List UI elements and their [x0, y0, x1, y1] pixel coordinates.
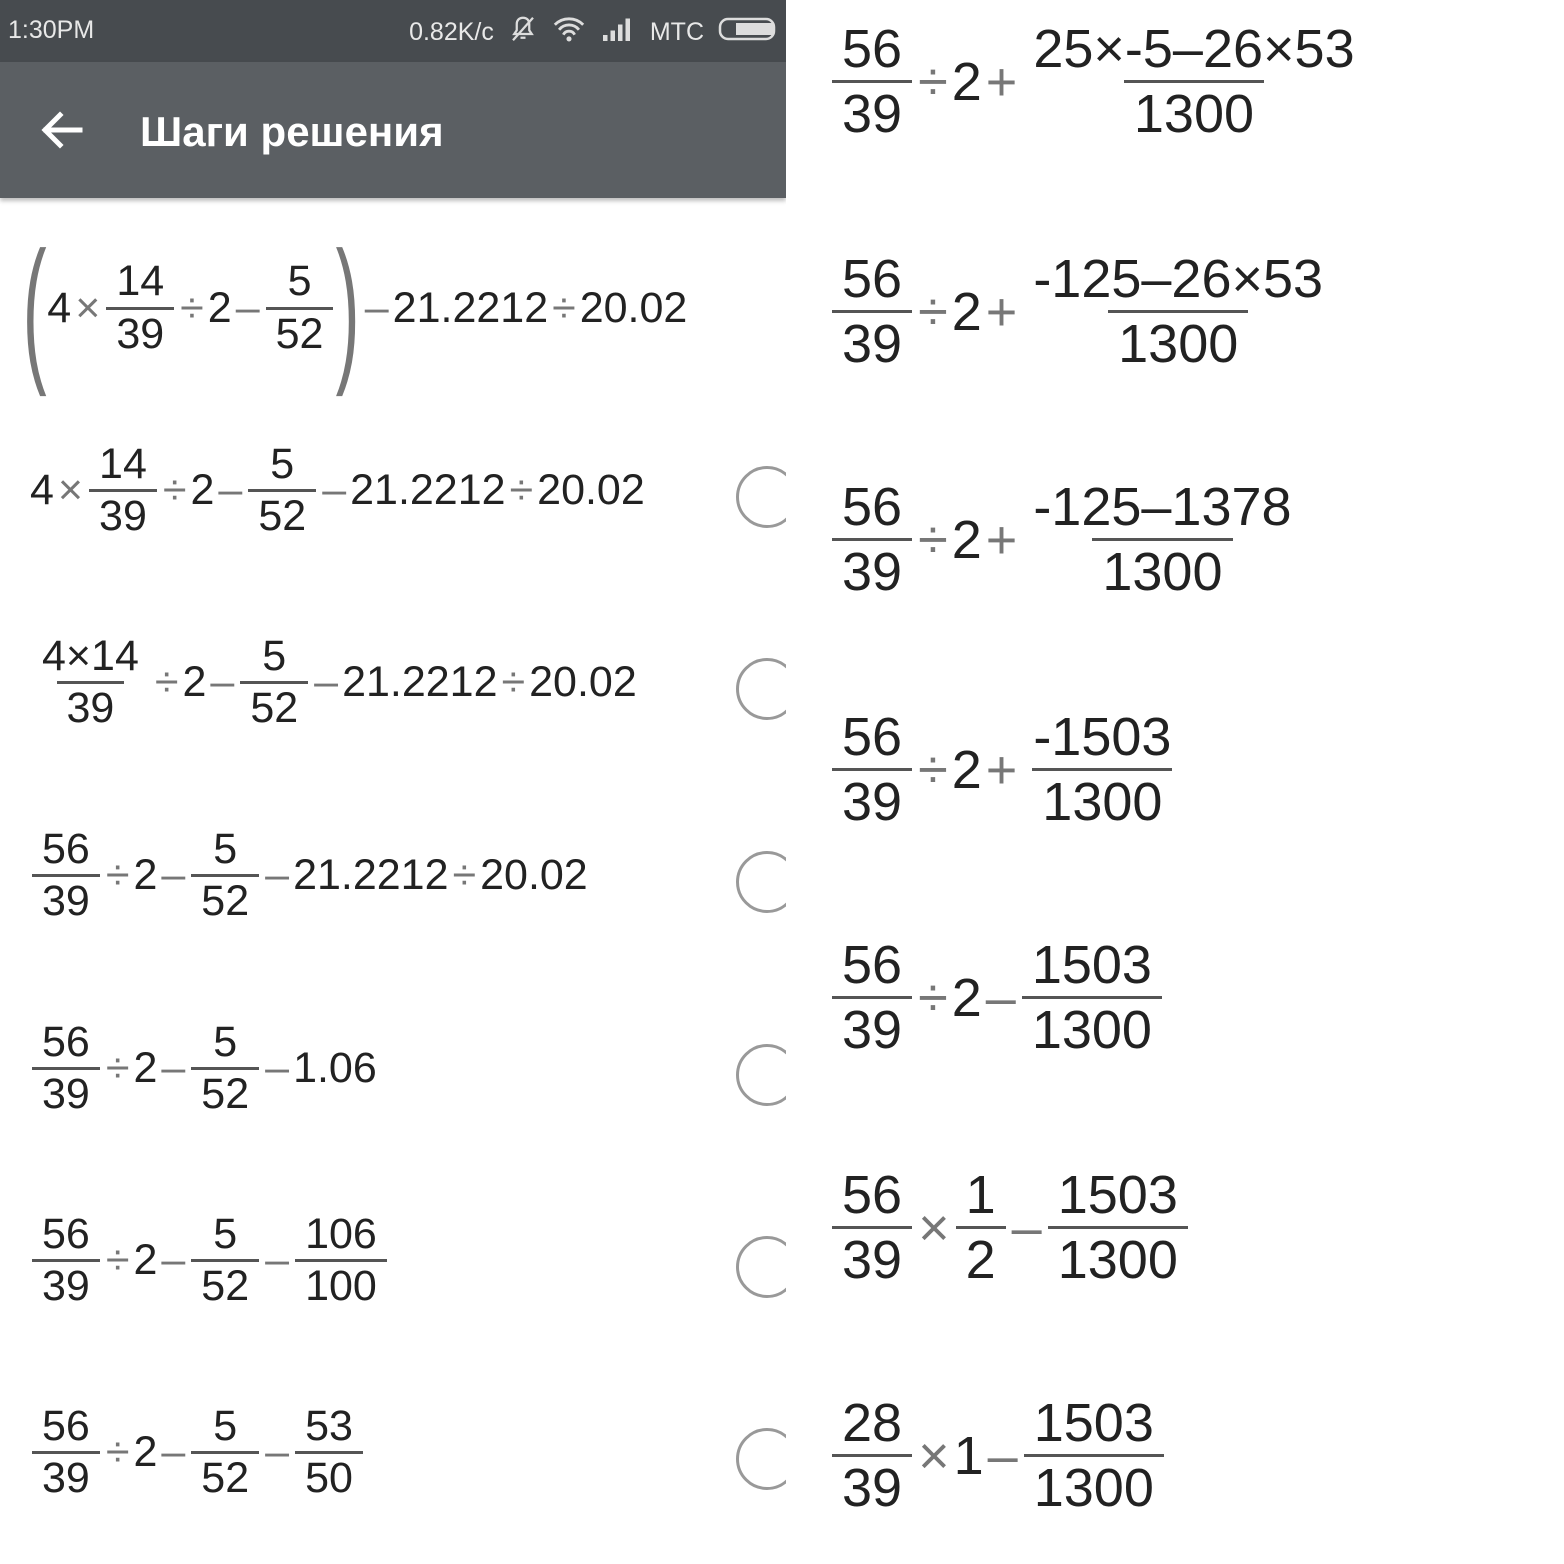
operator: ÷ — [918, 281, 948, 342]
fraction-numerator: 5 — [287, 257, 312, 306]
fraction-denominator: 1300 — [1048, 1226, 1188, 1291]
fraction-numerator: 56 — [842, 935, 903, 995]
operator: ÷ — [105, 1428, 130, 1477]
step-expand-circle[interactable] — [736, 1044, 786, 1106]
fraction — [832, 706, 912, 833]
right-paren: ) — [336, 218, 361, 397]
fraction-denominator: 39 — [89, 489, 157, 541]
term: 20.02 — [480, 851, 588, 900]
fraction — [191, 1402, 259, 1504]
fraction — [191, 1210, 259, 1312]
mute-icon — [508, 14, 538, 51]
status-bar — [0, 0, 786, 62]
fraction-denominator: 1300 — [1022, 996, 1162, 1061]
fraction-numerator: 56 — [42, 1210, 90, 1258]
solution-step[interactable] — [30, 1018, 377, 1120]
fraction-numerator: 5 — [213, 1402, 238, 1450]
solution-step[interactable] — [830, 706, 1183, 833]
term: 2 — [951, 739, 982, 800]
fraction-denominator: 39 — [57, 681, 125, 733]
fraction — [1023, 706, 1181, 833]
fraction-denominator: 39 — [32, 1259, 100, 1311]
fraction-numerator: 106 — [305, 1210, 377, 1258]
operator: – — [210, 658, 235, 707]
fraction — [106, 257, 174, 359]
fraction — [240, 632, 308, 734]
solution-step[interactable] — [830, 248, 1335, 375]
fraction-denominator: 52 — [240, 681, 308, 733]
operator: – — [314, 658, 339, 707]
fraction — [832, 1164, 912, 1291]
fraction-denominator: 39 — [832, 538, 912, 603]
fraction-denominator: 39 — [32, 874, 100, 926]
term: 2 — [190, 466, 215, 515]
fraction — [832, 476, 912, 603]
fraction-denominator: 50 — [295, 1451, 363, 1503]
term: 2 — [133, 851, 158, 900]
step-expand-circle[interactable] — [736, 1236, 786, 1298]
fraction — [832, 248, 912, 375]
solution-step[interactable] — [830, 1164, 1190, 1291]
term: 2 — [182, 658, 207, 707]
term: 2 — [133, 1236, 158, 1285]
operator: × — [918, 1425, 950, 1486]
step-expand-circle[interactable] — [736, 1428, 786, 1490]
fraction — [1048, 1164, 1188, 1291]
solution-step[interactable] — [830, 18, 1367, 145]
solution-step[interactable] — [830, 476, 1304, 603]
operator: – — [161, 1044, 186, 1093]
fraction-numerator: 5 — [270, 440, 295, 488]
fraction-denominator: 100 — [295, 1259, 387, 1311]
operator: ÷ — [105, 851, 130, 900]
operator: – — [265, 851, 290, 900]
operator: ÷ — [918, 739, 948, 800]
operator: + — [985, 281, 1018, 342]
fraction-numerator: 1503 — [1031, 935, 1152, 995]
operator: + — [985, 739, 1018, 800]
solution-step[interactable] — [30, 632, 637, 734]
fraction-denominator: 52 — [266, 307, 334, 359]
fraction — [89, 440, 157, 542]
fraction-denominator: 1300 — [1124, 80, 1264, 145]
fraction — [832, 18, 912, 145]
term: 2 — [133, 1044, 158, 1093]
fraction-numerator: -1503 — [1033, 707, 1172, 767]
term: 21.2212 — [350, 466, 506, 515]
app-bar — [0, 62, 786, 198]
operator: – — [161, 1236, 186, 1285]
fraction-numerator: 53 — [305, 1402, 353, 1450]
solution-step[interactable] — [30, 440, 645, 542]
fraction-numerator: 4×14 — [42, 632, 139, 680]
fraction — [1024, 1392, 1164, 1519]
fraction — [1023, 476, 1301, 603]
fraction — [832, 934, 912, 1061]
solution-step[interactable] — [30, 825, 588, 927]
term: 2 — [207, 283, 232, 332]
fraction-numerator: 56 — [842, 707, 903, 767]
operator: – — [987, 1425, 1018, 1486]
fraction-numerator: 56 — [842, 1165, 903, 1225]
term: 2 — [951, 51, 982, 112]
fraction — [956, 1164, 1006, 1291]
battery-icon — [718, 16, 778, 49]
step-expand-circle[interactable] — [736, 466, 786, 528]
operator: – — [364, 283, 389, 332]
fraction-denominator: 39 — [832, 768, 912, 833]
fraction — [832, 1392, 912, 1519]
fraction-numerator: 25×-5–26×53 — [1033, 19, 1355, 79]
fraction — [191, 1018, 259, 1120]
fraction-numerator: 5 — [262, 632, 287, 680]
fraction-numerator: 56 — [842, 249, 903, 309]
fraction-denominator: 52 — [191, 1451, 259, 1503]
fraction — [32, 632, 149, 734]
fraction-numerator: -125–1378 — [1033, 477, 1292, 537]
fraction-numerator: 1503 — [1057, 1165, 1178, 1225]
fraction — [1023, 18, 1364, 145]
fraction-numerator: 56 — [42, 825, 90, 873]
fraction — [32, 1210, 100, 1312]
solution-step[interactable] — [830, 1392, 1166, 1519]
operator: ÷ — [918, 51, 948, 112]
term: 2 — [951, 509, 982, 570]
term: 21.2212 — [293, 851, 449, 900]
operator: + — [985, 509, 1018, 570]
network-speed: 0.82K/c — [409, 18, 494, 46]
signal-icon — [600, 15, 636, 50]
carrier-name: MTC — [649, 18, 704, 46]
fraction — [191, 825, 259, 927]
fraction-denominator: 39 — [832, 996, 912, 1061]
operator: × — [57, 466, 84, 515]
fraction — [248, 440, 316, 542]
fraction-numerator: -125–26×53 — [1033, 249, 1324, 309]
fraction-denominator: 1300 — [1024, 1454, 1164, 1519]
operator: ÷ — [452, 851, 477, 900]
term: 21.2212 — [342, 658, 498, 707]
term: 1 — [953, 1425, 984, 1486]
steps-panel-right — [786, 0, 1564, 1564]
step-expand-circle[interactable] — [736, 851, 786, 913]
solution-step[interactable] — [30, 1402, 365, 1504]
back-arrow-icon[interactable] — [38, 106, 86, 154]
fraction-numerator: 56 — [42, 1018, 90, 1066]
operator: – — [235, 283, 260, 332]
fraction — [32, 1402, 100, 1504]
operator: + — [985, 51, 1018, 112]
operator: ÷ — [501, 658, 526, 707]
fraction — [32, 1018, 100, 1120]
fraction-denominator: 39 — [832, 1226, 912, 1291]
fraction-denominator: 39 — [832, 80, 912, 145]
fraction-numerator: 5 — [213, 825, 238, 873]
operator: ÷ — [552, 283, 576, 332]
fraction-denominator: 39 — [32, 1067, 100, 1119]
fraction-denominator: 39 — [106, 307, 174, 359]
operator: ÷ — [180, 283, 204, 332]
operator: ÷ — [105, 1044, 130, 1093]
term: 1.06 — [293, 1044, 377, 1093]
term: 2 — [133, 1428, 158, 1477]
operator: ÷ — [105, 1236, 130, 1285]
operator: – — [161, 851, 186, 900]
fraction-numerator: 56 — [842, 19, 903, 79]
status-time: 1:30PM — [8, 16, 95, 44]
term: 20.02 — [537, 466, 645, 515]
term: 21.2212 — [392, 283, 549, 332]
operator: – — [1011, 1197, 1042, 1258]
operator: – — [265, 1236, 290, 1285]
fraction-denominator: 2 — [956, 1226, 1006, 1291]
operator: ÷ — [162, 466, 187, 515]
operator: – — [265, 1428, 290, 1477]
wifi-icon — [552, 14, 586, 51]
fraction — [295, 1402, 363, 1504]
term: 4 — [47, 283, 72, 332]
left-paren: ( — [22, 218, 47, 397]
fraction-denominator: 1300 — [1108, 310, 1248, 375]
fraction-denominator: 52 — [191, 1067, 259, 1119]
fraction-numerator: 1503 — [1033, 1393, 1154, 1453]
fraction-denominator: 39 — [832, 1454, 912, 1519]
term: 20.02 — [529, 658, 637, 707]
operator: ÷ — [918, 967, 948, 1028]
operator: – — [985, 967, 1016, 1028]
operator: ÷ — [918, 509, 948, 570]
solution-step[interactable] — [30, 1210, 389, 1312]
solution-step[interactable] — [22, 218, 688, 397]
term: 2 — [951, 281, 982, 342]
fraction-numerator: 1 — [965, 1165, 996, 1225]
page-title: Шаги решения — [140, 108, 444, 155]
solution-step[interactable] — [830, 934, 1164, 1061]
operator: ÷ — [154, 658, 179, 707]
fraction — [1023, 248, 1333, 375]
operator: – — [265, 1044, 290, 1093]
step-expand-circle[interactable] — [736, 658, 786, 720]
fraction-numerator: 5 — [213, 1018, 238, 1066]
fraction-denominator: 52 — [191, 874, 259, 926]
fraction-denominator: 52 — [191, 1259, 259, 1311]
term: 4 — [30, 466, 54, 515]
fraction — [32, 825, 100, 927]
term: 20.02 — [579, 283, 688, 332]
fraction — [266, 257, 334, 359]
fraction-denominator: 52 — [248, 489, 316, 541]
operator: – — [161, 1428, 186, 1477]
fraction — [295, 1210, 387, 1312]
fraction-numerator: 56 — [42, 1402, 90, 1450]
fraction-denominator: 1300 — [1032, 768, 1172, 833]
operator: – — [322, 466, 347, 515]
fraction-numerator: 14 — [116, 257, 165, 306]
term: 2 — [951, 967, 982, 1028]
fraction-numerator: 5 — [213, 1210, 238, 1258]
fraction-numerator: 28 — [842, 1393, 903, 1453]
operator: × — [75, 283, 101, 332]
fraction-denominator: 39 — [832, 310, 912, 375]
operator: × — [918, 1197, 950, 1258]
fraction — [1022, 934, 1162, 1061]
fraction-denominator: 1300 — [1092, 538, 1232, 603]
fraction-denominator: 39 — [32, 1451, 100, 1503]
fraction-numerator: 56 — [842, 477, 903, 537]
fraction-numerator: 14 — [99, 440, 147, 488]
operator: ÷ — [509, 466, 534, 515]
operator: – — [218, 466, 243, 515]
